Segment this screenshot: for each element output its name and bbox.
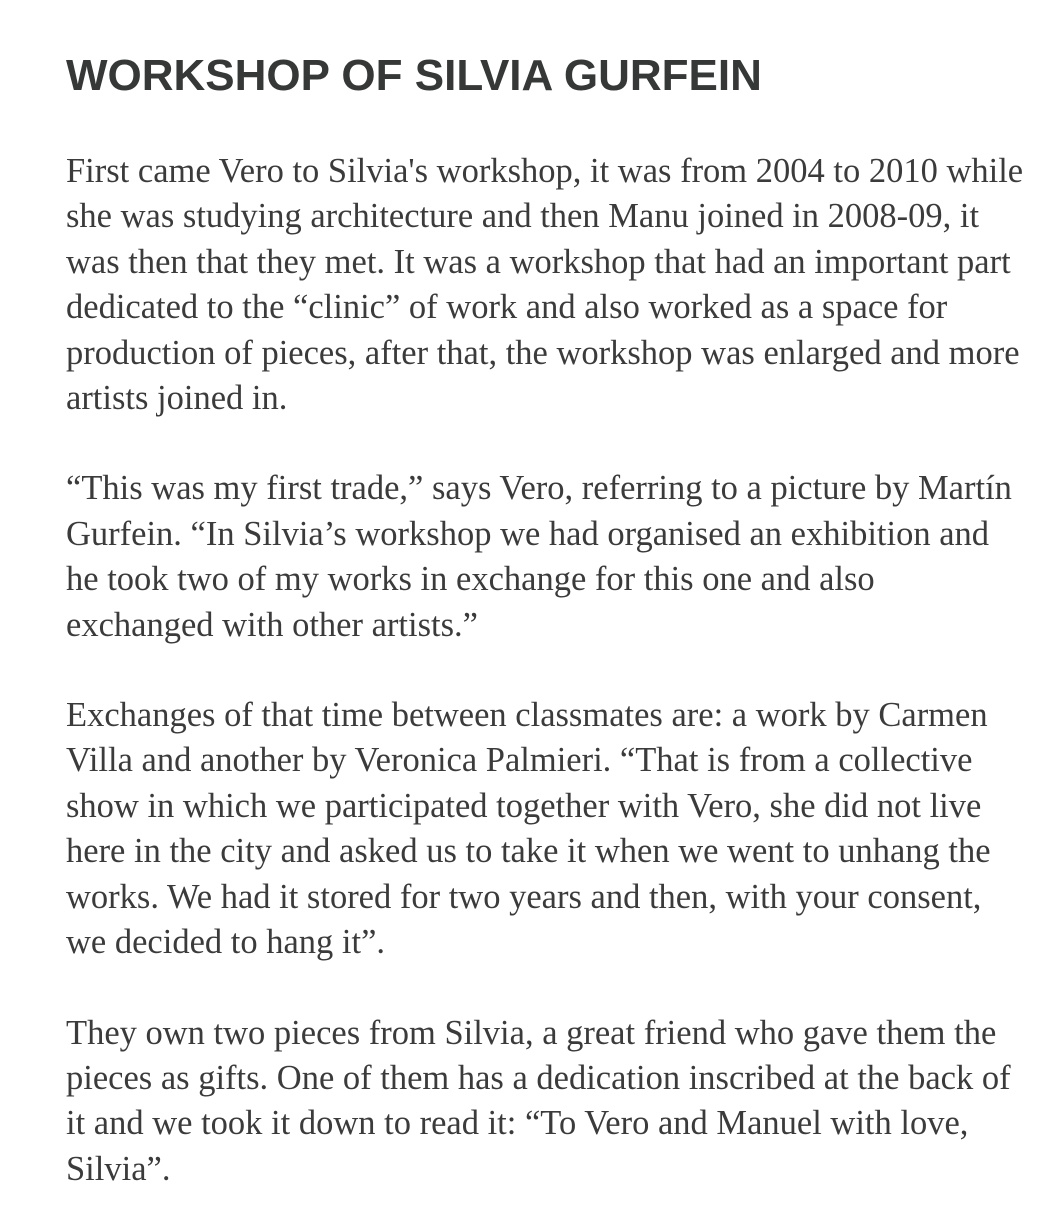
article-title: WORKSHOP OF SILVIA GURFEIN [66,51,762,100]
article-paragraph-1: First came Vero to Silvia's workshop, it was from 2004 to 2010 while she was studying architecture and then Manu joined in 2008-09, it was then that they met. It was a workshop that had an important part dedicated to the “clinic” of work and also worked as a space for production of pieces, after that, the workshop was enlarged and more artists joined in. [66,152,1024,418]
article-paragraph-3: Exchanges of that time between classmates are: a work by Carmen Villa and another by Veronica Palmieri. “That is from a collective show in which we participated together with Vero, she did not live here in the city and asked us to take it when we went to unhang the works. We had it stored for two years and then, with your consent, we decided to hang it”. [66,696,991,962]
article-paragraph-4: They own two pieces from Silvia, a great friend who gave them the pieces as gifts. One of them has a dedication inscribed at the back of it and we took it down to read it: “To Vero and Manuel with love, Silvia”. [66,1013,1011,1188]
article-paragraph-2: “This was my first trade,” says Vero, referring to a picture by Martín Gurfein. “In Silvia’s workshop we had organised an exhibition and he took two of my works in exchange for this one and also exchanged with other artists.” [66,469,1012,644]
